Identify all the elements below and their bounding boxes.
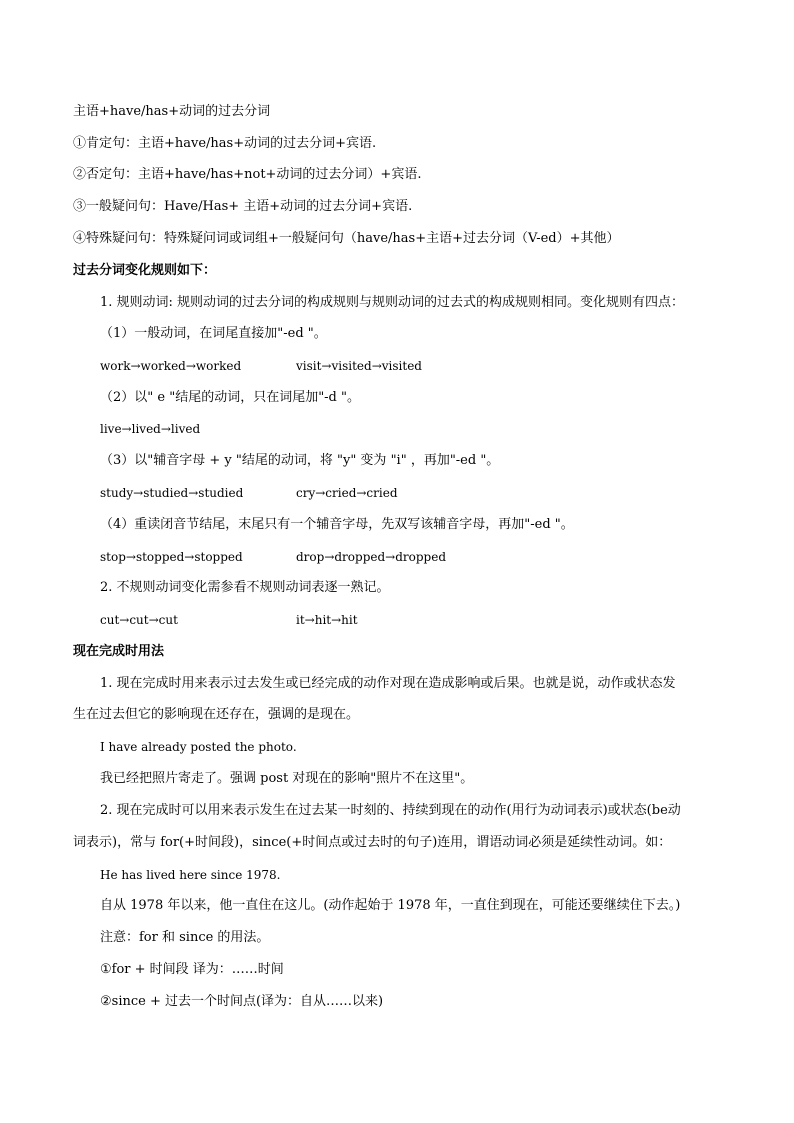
example-live: live→lived→lived [100, 422, 201, 436]
structure-formula: 主语+have/has+动词的过去分词 [73, 104, 271, 119]
usage-2-example-zh: 自从 1978 年以来，他一直住在这儿。(动作起始于 1978 年，一直住到现在，可能还要继续住下去。) [100, 898, 681, 913]
irregular-verb-rule: 2. 不规则动词变化需参看不规则动词表逐一熟记。 [100, 580, 390, 595]
example-cry: cry→cried→cried [296, 486, 398, 500]
example-drop: drop→dropped→dropped [296, 550, 447, 564]
note-heading: 注意：for 和 since 的用法。 [100, 930, 270, 945]
example-study: study→studied→studied [100, 486, 244, 500]
affirmative-sentence-rule: ①肯定句：主语+have/has+动词的过去分词+宾语. [73, 136, 377, 151]
usage-1-example-zh: 我已经把照片寄走了。强调 post 对现在的影响"照片不在这里"。 [100, 771, 474, 786]
rule-1: （1）一般动词，在词尾直接加"-ed "。 [100, 326, 327, 341]
section-heading-present-perfect-usage: 现在完成时用法 [73, 644, 165, 659]
note-since: ②since + 过去一个时间点(译为：自从……以来) [100, 994, 384, 1009]
usage-1-line-1: 1. 现在完成时用来表示过去发生或已经完成的动作对现在造成影响或后果。也就是说，动作或状态发 [100, 676, 676, 691]
rule-3: （3）以"辅音字母 + y "结尾的动词，将 "y" 变为 "i" ，再加"-ed "。 [100, 453, 500, 468]
section-heading-past-participle: 过去分词变化规则如下： [73, 263, 217, 278]
example-cut: cut→cut→cut [100, 613, 178, 627]
usage-2-example-en: He has lived here since 1978. [100, 868, 281, 882]
usage-2-line-1: 2. 现在完成时可以用来表示发生在过去某一时刻的、持续到现在的动作(用行为动词表示)或状态(be动 [100, 803, 681, 818]
usage-1-line-2: 生在过去但它的影响现在还存在，强调的是现在。 [73, 707, 360, 722]
example-work: work→worked→worked [100, 359, 242, 373]
rule-4: （4）重读闭音节结尾，末尾只有一个辅音字母，先双写该辅音字母，再加"-ed "。 [100, 517, 574, 532]
general-question-rule: ③一般疑问句：Have/Has+ 主语+动词的过去分词+宾语. [73, 199, 413, 214]
example-stop: stop→stopped→stopped [100, 550, 243, 564]
note-for: ①for + 时间段 译为：……时间 [100, 962, 284, 977]
rule-2: （2）以" e "结尾的动词，只在词尾加"-d "。 [100, 390, 360, 405]
usage-2-line-2: 词表示)，常与 for(+时间段)，since(+时间点或过去时的句子)连用，谓语动词必须是延续性动词。如： [73, 835, 672, 850]
example-visit: visit→visited→visited [296, 359, 422, 373]
regular-verb-rule: 1. 规则动词: 规则动词的过去分词的构成规则与规则动词的过去式的构成规则相同。变化规则有四点： [100, 295, 685, 310]
usage-1-example-en: I have already posted the photo. [100, 740, 297, 754]
special-question-rule: ④特殊疑问句：特殊疑问词或词组+一般疑问句（have/has+主语+过去分词（V-ed）+其他） [73, 231, 620, 246]
example-hit: it→hit→hit [296, 613, 358, 627]
negative-sentence-rule: ②否定句：主语+have/has+not+动词的过去分词）+宾语. [73, 167, 422, 182]
